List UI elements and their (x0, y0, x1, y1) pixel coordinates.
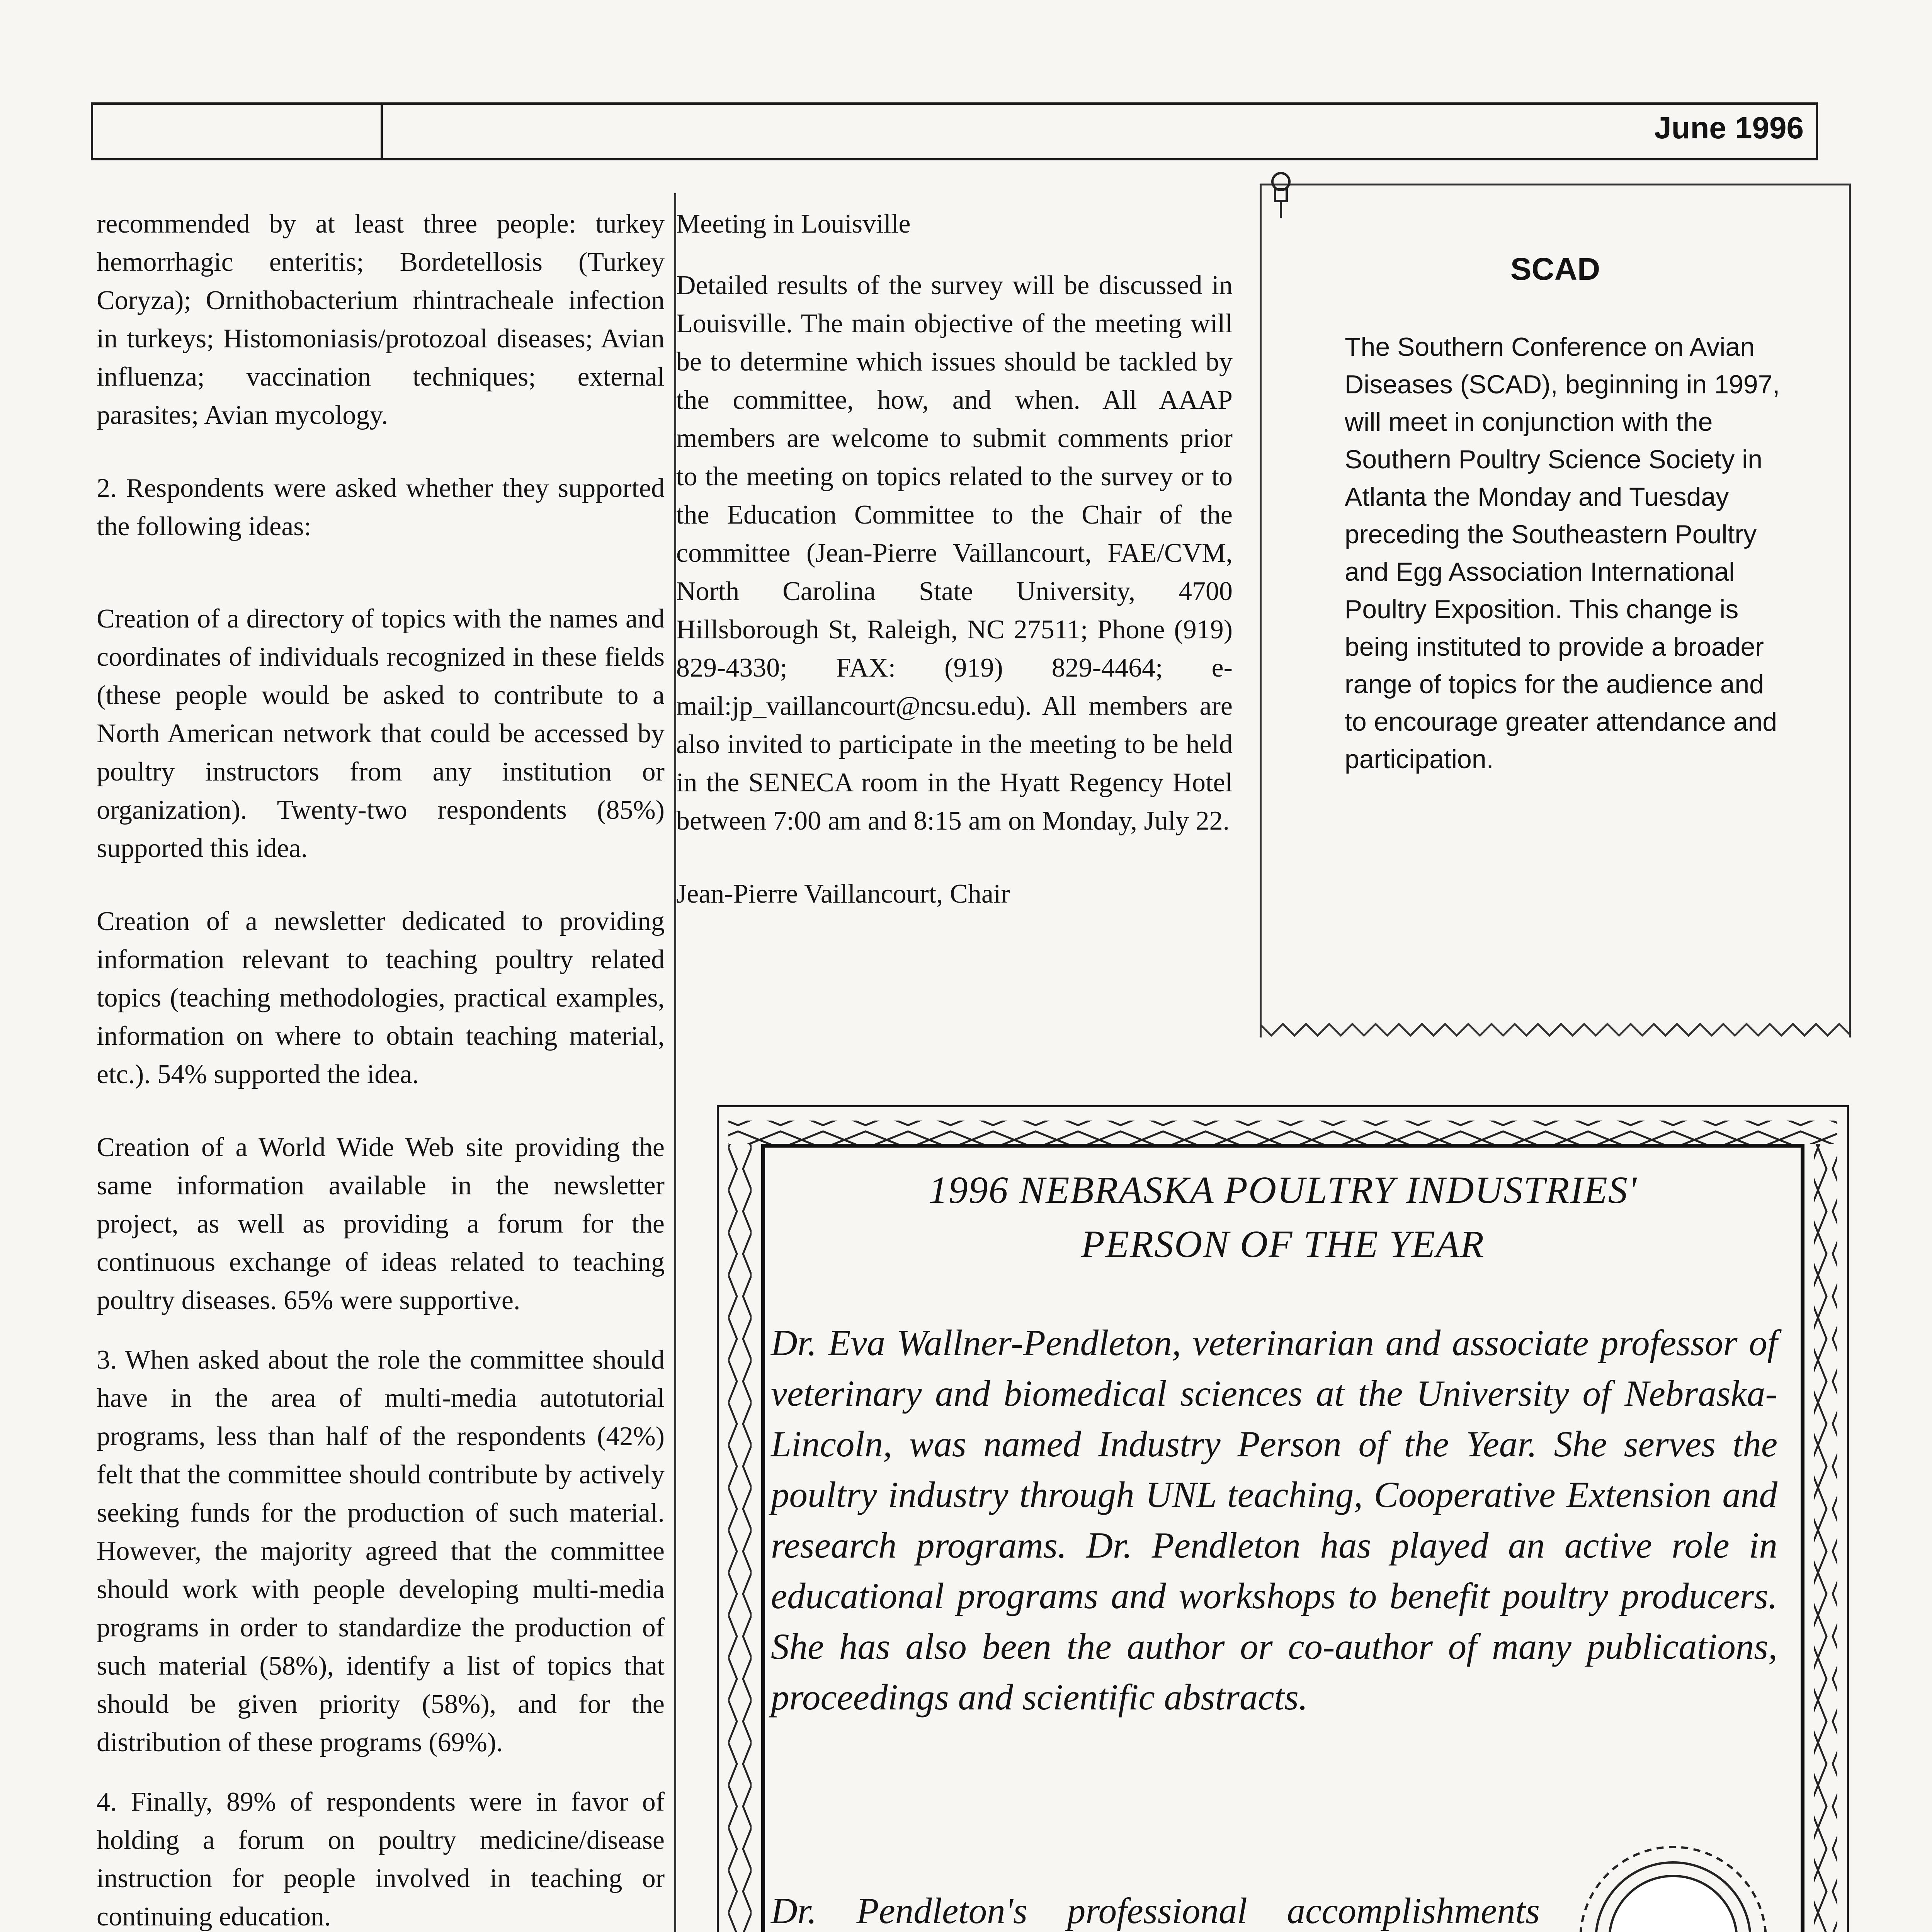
header-bar (91, 102, 1818, 160)
left-paragraph-1: recommended by at least three people: turkey hemorrhagic enteritis; Bordetellosis (Turkey Coryza); Ornithobacterium rhintracheale infection in turkeys; Histomoniasis/protozoal diseases; Avian influenza; vaccination techniques; external parasites; Avian mycology. (97, 209, 665, 430)
left-column (97, 205, 665, 1932)
header-divider (381, 102, 383, 160)
left-paragraph-7: 4. Finally, 89% of respondents were in favor of holding a forum on poultry medicine/disease instruction for people involved in teaching or continuing education. (97, 1787, 665, 1932)
meeting-paragraph: Detailed results of the survey will be discussed in Louisville. The main objective of the meeting will be to determine which issues should be tackled by the committee, how, and when. All AAAP members are welcome to submit comments prior to the meeting on topics related to the survey or to the Education Committee to the Chair of the committee (Jean-Pierre Vaillancourt, FAE/CVM, North Carolina State University, 4700 Hillsborough St, Raleigh, NC 27511; Phone (919) 829-4330; FAX: (919) 829-4464; e-mail:jp_vaillancourt@ncsu.edu). All members are also invited to participate in the meeting to be held in the SENECA room in the Hyatt Regency Hotel between 7:00 am and 8:15 am on Monday, July 22. (676, 270, 1233, 836)
accomplishments-paragraph: Dr. Pendleton's professional accomplishments (771, 1890, 1540, 1931)
award-body (771, 1318, 1777, 1723)
award-accomplishments (771, 1886, 1540, 1932)
left-paragraph-3: Creation of a directory of topics with the names and coordinates of individuals recognized in these fields (these people would be asked to contribute to a North American network that could be accessed by poultry instructors from any institution or organization). Twenty-two respondents (85%) supported this idea. (97, 604, 665, 863)
left-paragraph-6: 3. When asked about the role the committee should have in the area of multi-media autotutorial programs, less than half of the respondents (42%) felt that the committee should contribute by actively seeking funds for the production of such material. However, the majority agreed that the committee should work with people developing multi-media programs in order to standardize the production of such material (58%), identify a list of topics that should be given priority (58%), and for the distribution of these programs (69%). (97, 1345, 665, 1757)
left-paragraph-2: 2. Respondents were asked whether they supported the following ideas: (97, 473, 665, 541)
award-title (761, 1163, 1804, 1271)
middle-column (676, 205, 1233, 948)
meeting-heading: Meeting in Louisville (676, 209, 911, 239)
scad-title: SCAD (1510, 252, 1600, 287)
award-title-line-2: PERSON OF THE YEAR (1081, 1223, 1485, 1265)
left-paragraph-4: Creation of a newsletter dedicated to providing information relevant to teaching poultry related topics (teaching methodologies, practical examples, information on where to obtain teaching material, etc.). 54% supported the idea. (97, 906, 665, 1089)
award-title-line-1: 1996 NEBRASKA POULTRY INDUSTRIES' (928, 1168, 1638, 1211)
pushpin-icon (1264, 170, 1298, 220)
left-paragraph-5: Creation of a World Wide Web site providing the same information available in the newsletter project, as well as providing a forum for the continuous exchange of ideas related to teaching poultry diseases. 65% were supportive. (97, 1133, 665, 1315)
torn-edge (1260, 1020, 1851, 1043)
award-ribbon-icon (1565, 1832, 1781, 1932)
issue-date: June 1996 (1654, 111, 1804, 145)
meeting-signature: Jean-Pierre Vaillancourt, Chair (676, 879, 1010, 909)
scad-body: The Southern Conference on Avian Diseases (SCAD), beginning in 1997, will meet in conjunction with the Southern Poultry Science Society in Atlanta the Monday and Tuesday preceding the Southeastern Poultry and Egg Association International Poultry Exposition. This change is being instituted to provide a broader range of topics for the audience and to encourage greater attendance and participation. (1345, 332, 1780, 774)
award-paragraph: Dr. Eva Wallner-Pendleton, veterinarian and associate professor of veterinary and biomedical sciences at the University of Nebraska-Lincoln, was named Industry Person of the Year. She serves the poultry industry through UNL teaching, Cooperative Extension and research programs. Dr. Pendleton has played an active role in educational programs and workshops to benefit poultry producers. She has also been the author or co-author of many publications, proceedings and scientific abstracts. (771, 1322, 1777, 1718)
